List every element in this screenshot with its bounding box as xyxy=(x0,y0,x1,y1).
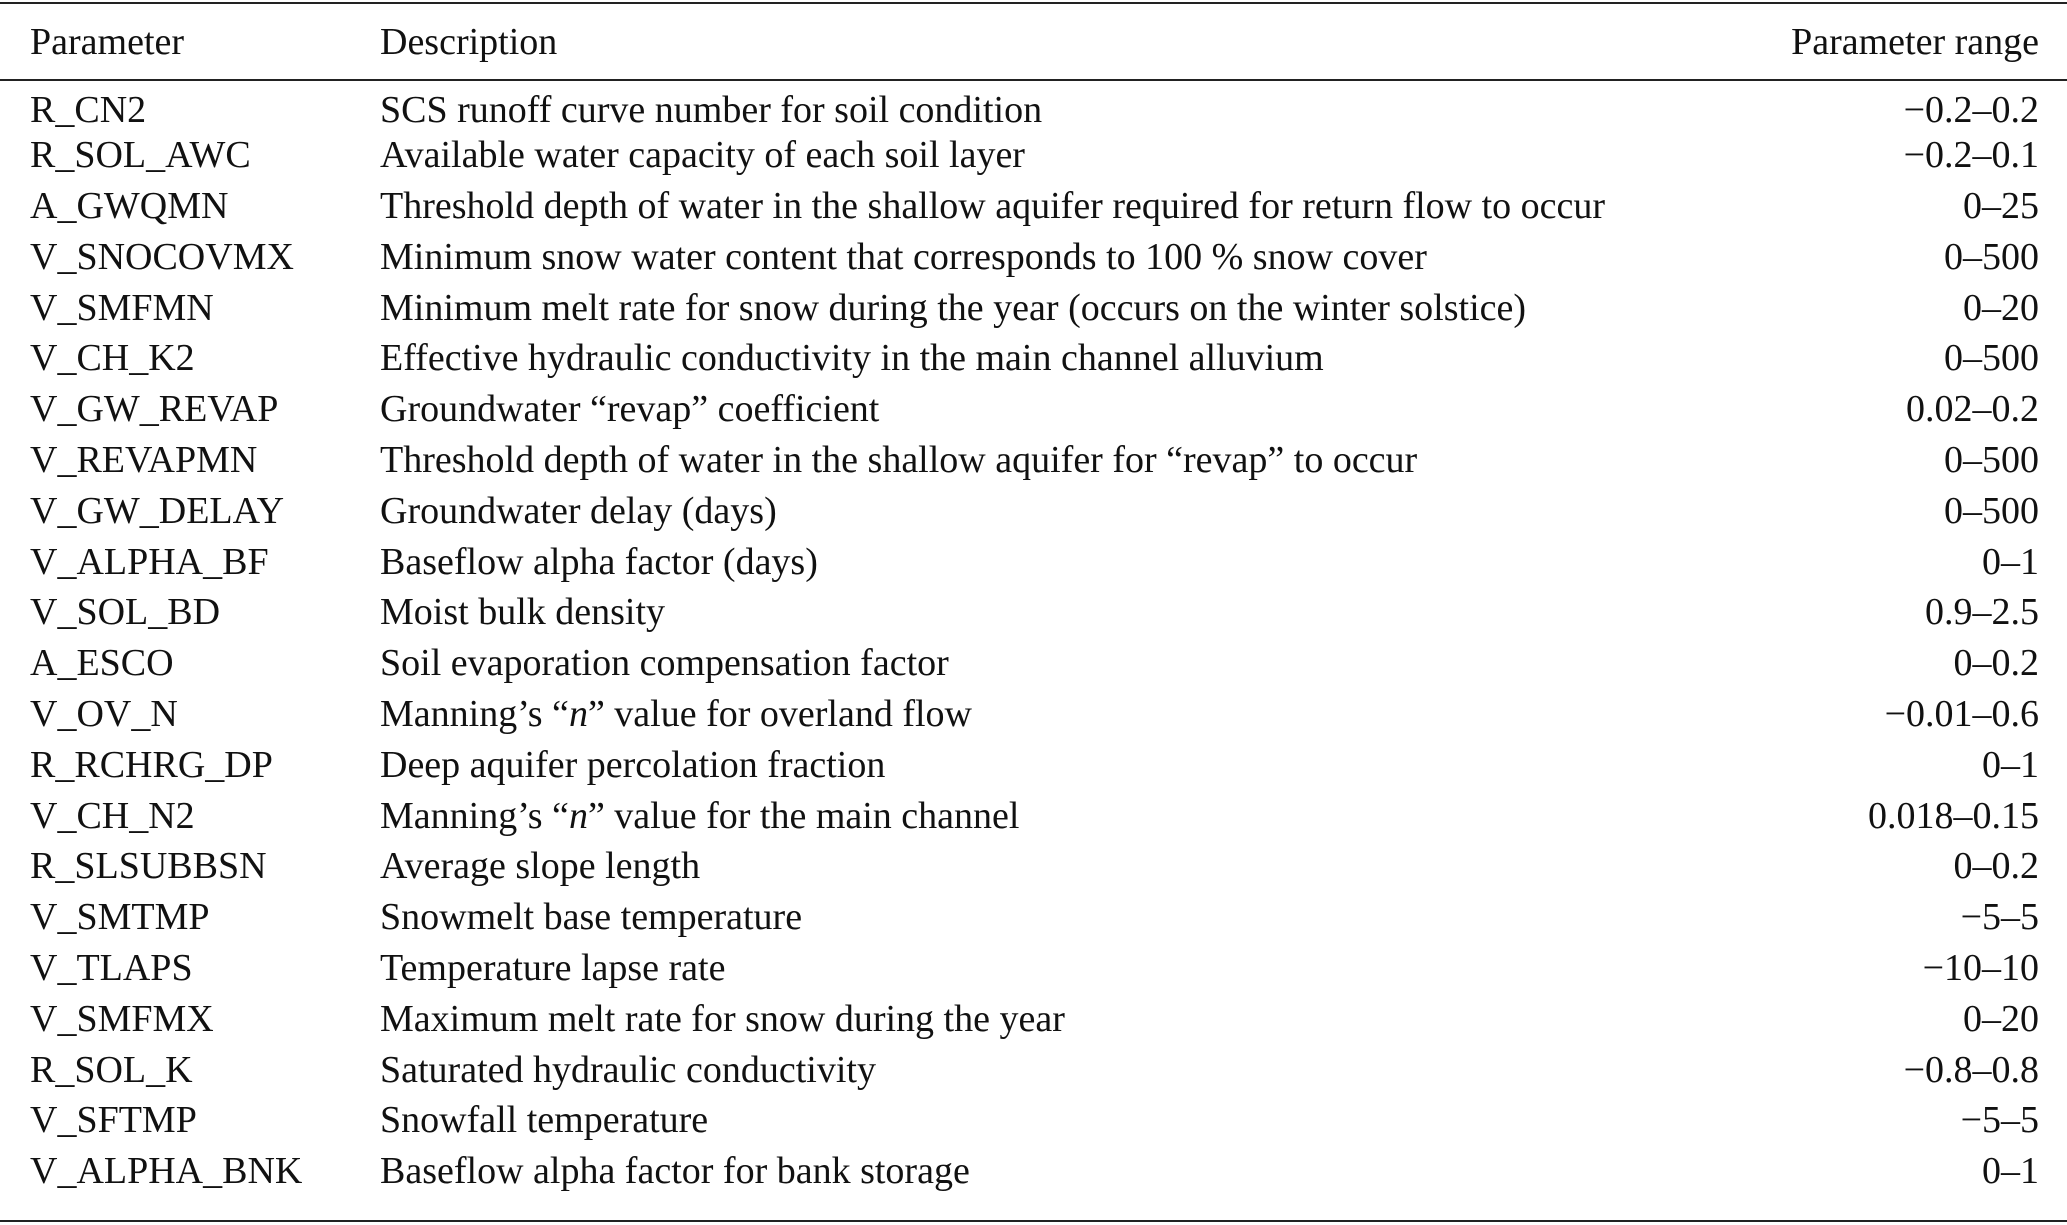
header-parameter-range: Parameter range xyxy=(1791,20,2039,63)
table-header xyxy=(0,4,2067,79)
cell-parameter: V_GW_REVAP xyxy=(30,388,279,431)
cell-description: Deep aquifer percolation fraction xyxy=(380,743,886,786)
table-row xyxy=(0,790,2067,841)
cell-parameter: V_GW_DELAY xyxy=(30,489,285,532)
cell-parameter: R_SLSUBBSN xyxy=(30,845,267,888)
manning-n-symbol: n xyxy=(568,794,588,837)
cell-description: Threshold depth of water in the shallow aquifer required for return flow to occur xyxy=(380,184,1606,227)
cell-parameter-range: 0.02–0.2 xyxy=(1906,388,2039,431)
cell-description: Saturated hydraulic conductivity xyxy=(380,1048,876,1091)
cell-parameter-range: −0.2–0.1 xyxy=(1903,134,2039,177)
cell-parameter: V_SMFMN xyxy=(30,286,214,329)
cell-parameter: V_ALPHA_BF xyxy=(30,540,269,583)
table-row xyxy=(0,892,2067,943)
cell-parameter-range: 0–20 xyxy=(1963,286,2039,329)
cell-parameter-range: 0–0.2 xyxy=(1953,845,2039,888)
table-row xyxy=(0,638,2067,689)
cell-parameter-range: 0–500 xyxy=(1944,235,2039,278)
cell-parameter-range: 0–25 xyxy=(1963,184,2039,227)
cell-parameter: V_TLAPS xyxy=(30,946,193,989)
cell-description: Snowfall temperature xyxy=(380,1099,709,1142)
cell-parameter: R_SOL_AWC xyxy=(30,134,251,177)
cell-parameter: R_CN2 xyxy=(30,89,147,132)
cell-description: Snowmelt base temperature xyxy=(380,896,803,939)
table-row xyxy=(0,993,2067,1044)
table-row xyxy=(0,231,2067,282)
cell-description: Soil evaporation compensation factor xyxy=(380,642,949,685)
cell-parameter: V_OV_N xyxy=(30,692,178,735)
table-row xyxy=(0,689,2067,740)
table-row xyxy=(0,333,2067,384)
table-row xyxy=(0,1044,2067,1095)
cell-parameter: V_SMFMX xyxy=(30,997,214,1040)
cell-parameter: R_SOL_K xyxy=(30,1048,193,1091)
cell-parameter-range: −5–5 xyxy=(1960,1099,2039,1142)
cell-parameter: R_RCHRG_DP xyxy=(30,743,273,786)
cell-description: Effective hydraulic conductivity in the main channel alluvium xyxy=(380,337,1324,380)
cell-description: Moist bulk density xyxy=(380,591,666,634)
table-row xyxy=(0,181,2067,232)
header-row xyxy=(0,4,2067,79)
cell-parameter-range: 0–1 xyxy=(1982,743,2039,786)
cell-parameter: A_GWQMN xyxy=(30,184,229,227)
table-row xyxy=(0,130,2067,181)
table-row xyxy=(0,1146,2067,1197)
table-row xyxy=(0,79,2067,130)
cell-parameter-range: −10–10 xyxy=(1922,946,2039,989)
header-parameter: Parameter xyxy=(30,20,185,63)
cell-description: Manning’s “n” value for the main channel xyxy=(380,794,1020,837)
cell-parameter-range: −5–5 xyxy=(1960,896,2039,939)
cell-description: Minimum melt rate for snow during the year (occurs on the winter solstice) xyxy=(380,286,1527,329)
table-row xyxy=(0,943,2067,994)
cell-parameter-range: 0–1 xyxy=(1982,1150,2039,1193)
table-body xyxy=(0,79,2067,1197)
cell-description: Manning’s “n” value for overland flow xyxy=(380,692,973,735)
cell-parameter: V_CH_N2 xyxy=(30,794,195,837)
cell-description: SCS runoff curve number for soil condition xyxy=(380,89,1043,132)
cell-parameter-range: −0.2–0.2 xyxy=(1903,89,2039,132)
cell-description: Baseflow alpha factor (days) xyxy=(380,540,818,583)
cell-parameter: V_SFTMP xyxy=(30,1099,197,1142)
cell-description: Groundwater “revap” coefficient xyxy=(380,388,880,431)
cell-parameter-range: 0.9–2.5 xyxy=(1925,591,2039,634)
cell-parameter-range: 0–500 xyxy=(1944,337,2039,380)
parameter-table xyxy=(0,4,2067,1197)
table-row xyxy=(0,435,2067,486)
cell-parameter: V_ALPHA_BNK xyxy=(30,1150,303,1193)
cell-parameter: V_SNOCOVMX xyxy=(30,235,294,278)
cell-parameter-range: −0.8–0.8 xyxy=(1903,1048,2039,1091)
cell-description: Baseflow alpha factor for bank storage xyxy=(380,1150,970,1193)
cell-description: Minimum snow water content that corresponds to 100 % snow cover xyxy=(380,235,1427,278)
table-row xyxy=(0,587,2067,638)
cell-parameter: V_CH_K2 xyxy=(30,337,195,380)
cell-parameter: A_ESCO xyxy=(30,642,174,685)
cell-parameter-range: −0.01–0.6 xyxy=(1884,692,2039,735)
cell-parameter-range: 0–1 xyxy=(1982,540,2039,583)
cell-description: Average slope length xyxy=(380,845,701,888)
table-row xyxy=(0,1095,2067,1146)
table-row xyxy=(0,841,2067,892)
cell-parameter: V_SOL_BD xyxy=(30,591,221,634)
cell-parameter: V_SMTMP xyxy=(30,896,210,939)
table-row xyxy=(0,739,2067,790)
cell-parameter: V_REVAPMN xyxy=(30,438,258,481)
table-row xyxy=(0,485,2067,536)
cell-description: Temperature lapse rate xyxy=(380,946,726,989)
manning-n-symbol: n xyxy=(568,692,588,735)
table-row xyxy=(0,536,2067,587)
cell-parameter-range: 0–500 xyxy=(1944,489,2039,532)
table-bottom-rule xyxy=(0,1220,2067,1222)
cell-parameter-range: 0–0.2 xyxy=(1953,642,2039,685)
cell-description: Groundwater delay (days) xyxy=(380,489,777,532)
cell-parameter-range: 0–500 xyxy=(1944,438,2039,481)
cell-parameter-range: 0–20 xyxy=(1963,997,2039,1040)
header-description: Description xyxy=(380,20,558,63)
table-row xyxy=(0,384,2067,435)
table-row xyxy=(0,282,2067,333)
cell-parameter-range: 0.018–0.15 xyxy=(1868,794,2039,837)
cell-description: Available water capacity of each soil layer xyxy=(380,134,1025,177)
cell-description: Threshold depth of water in the shallow aquifer for “revap” to occur xyxy=(380,438,1418,481)
cell-description: Maximum melt rate for snow during the year xyxy=(380,997,1065,1040)
